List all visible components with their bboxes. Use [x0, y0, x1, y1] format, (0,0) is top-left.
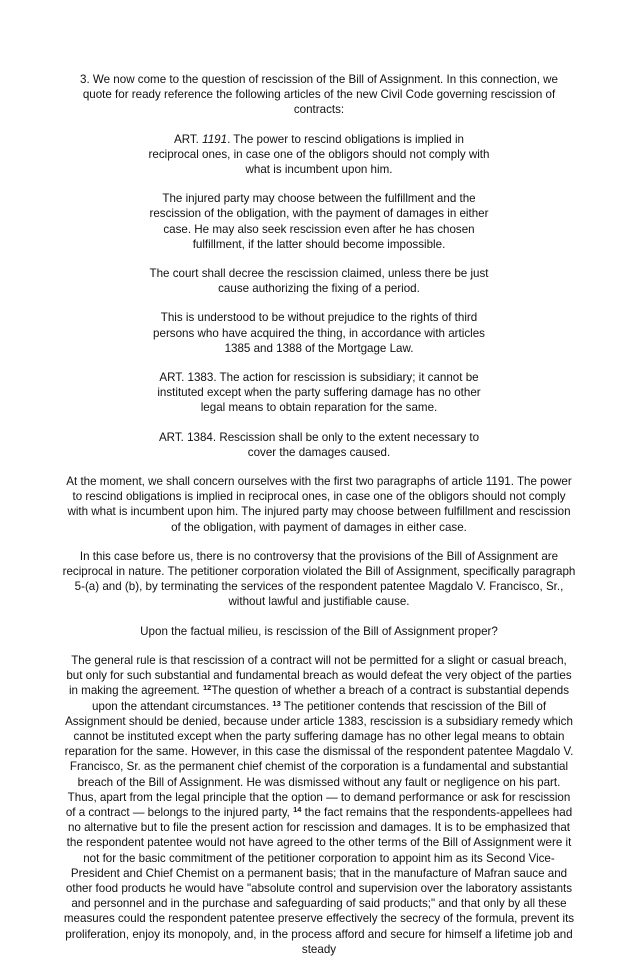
- article-1191-paragraph-3: The court shall decree the rescission claimed, unless there be just cause authorizing the fixing of a period.: [149, 267, 489, 296]
- footnote-14[interactable]: 14: [293, 804, 302, 814]
- article-1191-paragraph-2: The injured party may choose between the fulfillment and the rescission of the obligation, with the payment of damages in either case. He may also seek rescission even after he has chosen fulfillment, if the latter should become impossible.: [149, 192, 489, 251]
- article-1191-number: 1191: [202, 132, 228, 146]
- general-rule-text-3: The petitioner contends that rescission of the Bill of Assignment should be denied, because under article 1383, rescission is a subsidiary remedy which cannot be instituted except when the party suffering damage has no other legal means to obtain reparation for the same. However, in this case the dismissal of the respondent patentee Magdalo V. Francisco, Sr. as the permanent chief chemist of the corporation is a fundamental and substantial breach of the Bill of Assignment. He was dismissed without any fault or negligence on his part. Thus, apart from the legal principle that the option — to demand performance or ask for rescission of a contract — belongs to the injured party,: [64, 699, 574, 819]
- general-rule-text-2: The question of whether a breach of a contract is substantial depends upon the attendant circumstances.: [91, 684, 570, 713]
- moment-paragraph: At the moment, we shall concern ourselves with the first two paragraphs of article 1191. The power to rescind obligations is implied in reciprocal ones, in case one of the obligors should not comply with what is incumbent upon him. The injured party may choose between fulfillment and rescission of the obligation, with payment of damages in either case.: [66, 475, 572, 534]
- footnote-12[interactable]: 12: [203, 683, 212, 693]
- general-rule-paragraph: [62, 653, 576, 957]
- article-1191-lead: ART.: [173, 132, 203, 146]
- general-rule-text-1: The general rule is that rescission of a contract will not be permitted for a slight or casual breach, but only for such substantial and fundamental breach as would defeat the very object of the parties in making the agreement.: [66, 653, 572, 698]
- article-1191-paragraph-4: This is understood to be without prejudice to the rights of third persons who have acquired the thing, in accordance with articles 1385 and 1388 of the Mortgage Law.: [153, 311, 485, 355]
- article-1384: ART. 1384. Rescission shall be only to the extent necessary to cover the damages caused.: [158, 430, 480, 459]
- footnote-13[interactable]: 13: [272, 698, 281, 708]
- intro-paragraph: 3. We now come to the question of rescission of the Bill of Assignment. In this connection, we quote for ready reference the following articles of the new Civil Code governing rescission of contracts:: [80, 73, 558, 117]
- article-1191-paragraph-1: [148, 132, 490, 178]
- case-paragraph: In this case before us, there is no controversy that the provisions of the Bill of Assignment are reciprocal in nature. The petitioner corporation violated the Bill of Assignment, specifically paragraph 5-(a) and (b), by terminating the services of the respondent patentee Magdalo V. Francisco, Sr., without lawful and justifiable cause.: [62, 549, 576, 609]
- article-1383: ART. 1383. The action for rescission is subsidiary; it cannot be instituted except when the party suffering damage has no other legal means to obtain reparation for the same.: [157, 371, 481, 415]
- article-1191-text: . The power to rescind obligations is implied in reciprocal ones, in case one of the obligors should not comply with what is incumbent upon him.: [148, 132, 490, 177]
- general-rule-text-4: the fact remains that the respondents-appellees had no alternative but to file the present action for rescission and damages. It is to be emphasized that the respondent patentee would not have agreed to the other terms of the Bill of Assignment were it not for the basic commitment of the petitioner corporation to appoint him as its Second Vice-President and Chief Chemist on a permanent basis; that in the manufacture of Mafran sauce and other food products he would have "absolute control and supervision over the laboratory assistants and personnel and in the purchase and safeguarding of said products;" and that only by all these measures could the respondent patentee preserve effectively the secrecy of the formula, prevent its proliferation, enjoy its monopoly, and, in the process afford and secure for himself a lifetime job and steady: [63, 805, 575, 956]
- question-paragraph: Upon the factual milieu, is rescission of the Bill of Assignment proper?: [140, 624, 498, 638]
